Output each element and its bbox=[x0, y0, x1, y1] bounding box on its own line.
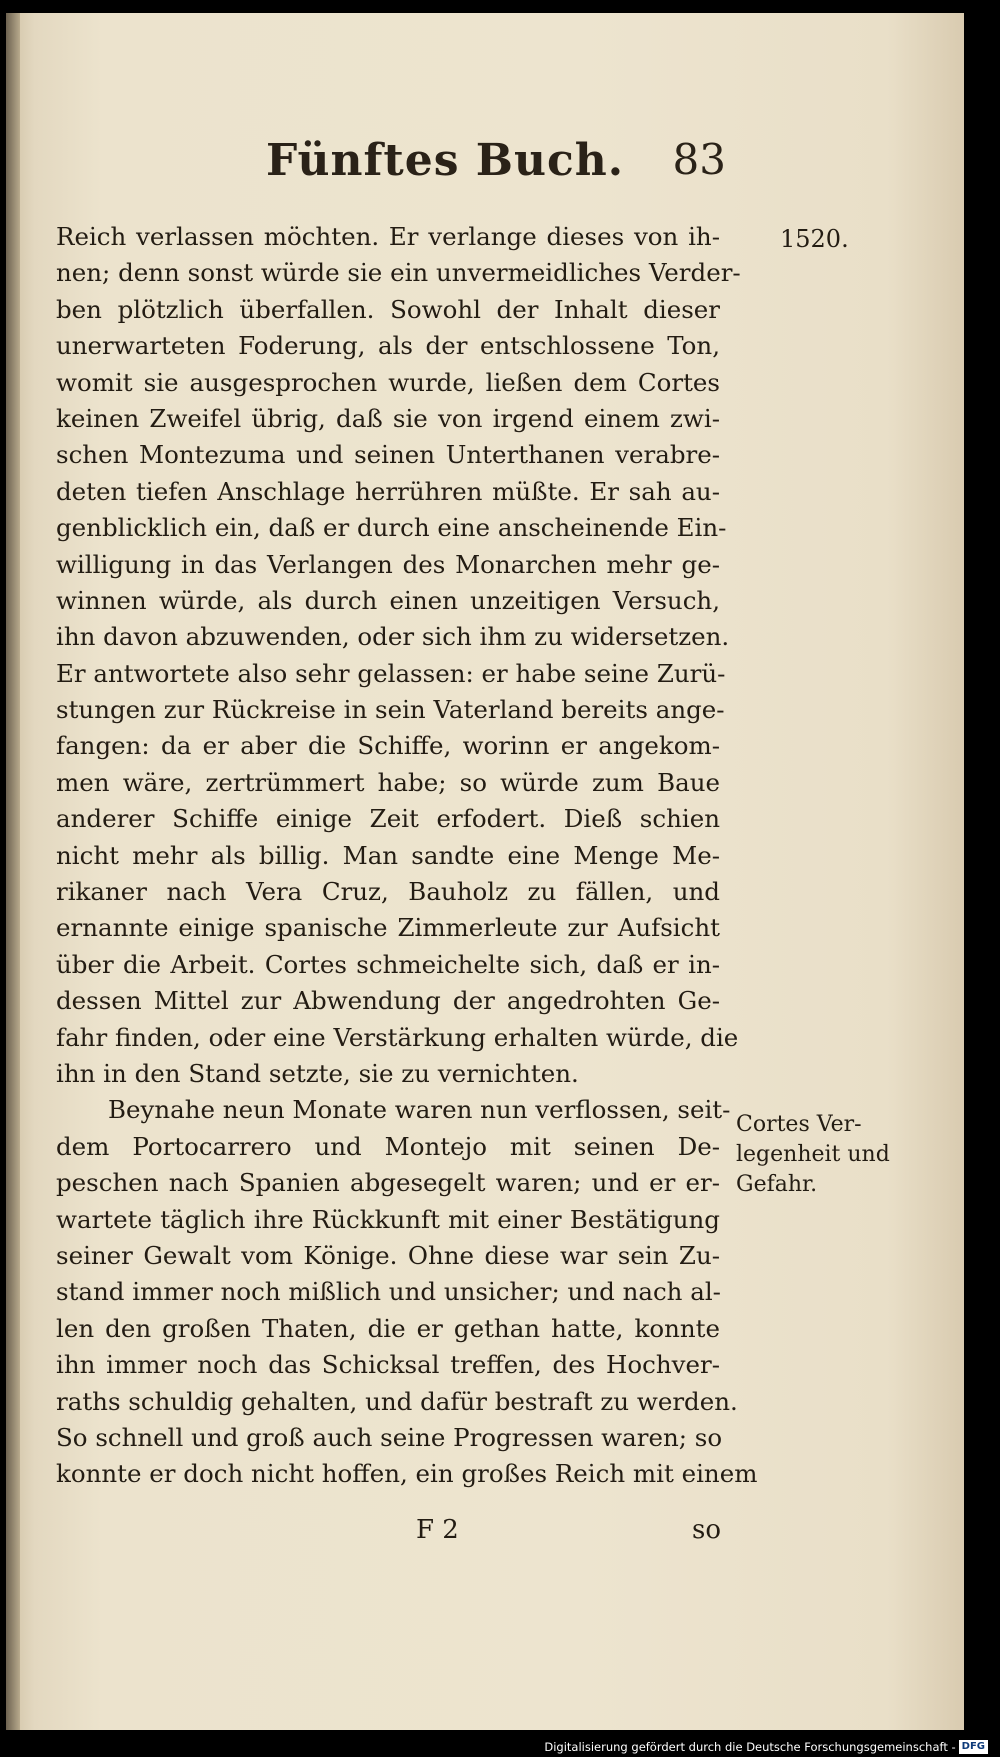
text-line: ben plötzlich überfallen. Sowohl der Inhalt dieser bbox=[56, 294, 720, 324]
text-line: nen; denn sonst würde sie ein unvermeidliches Verder- bbox=[56, 258, 741, 288]
text-line: raths schuldig gehalten, und dafür bestraft zu werden. bbox=[56, 1386, 738, 1416]
text-line: seiner Gewalt vom Könige. Ohne diese war sein Zu- bbox=[56, 1240, 720, 1270]
dfg-logo: DFG bbox=[959, 1740, 988, 1754]
text-line: deten tiefen Anschlage herrühren müßte. Er sah au- bbox=[56, 476, 720, 506]
marginal-year: 1520. bbox=[780, 225, 849, 253]
text-line: ihn in den Stand setzte, sie zu vernichten. bbox=[56, 1058, 579, 1088]
digitization-credit bbox=[544, 1737, 988, 1757]
text-line: peschen nach Spanien abgesegelt waren; und er er- bbox=[56, 1168, 720, 1198]
text-line: dessen Mittel zur Abwendung der angedrohten Ge- bbox=[56, 986, 720, 1016]
text-line: len den großen Thaten, die er gethan hatte, konnte bbox=[56, 1313, 720, 1343]
catchword: so bbox=[692, 1515, 721, 1545]
text-line: stand immer noch mißlich und unsicher; und nach al- bbox=[56, 1277, 721, 1307]
text-line: fahr finden, oder eine Verstärkung erhalten würde, die bbox=[56, 1022, 739, 1052]
text-line: ihn immer noch das Schicksal treffen, des Hochver- bbox=[56, 1350, 720, 1380]
text-line: keinen Zweifel übrig, daß sie von irgend einem zwi- bbox=[56, 403, 720, 433]
text-line: über die Arbeit. Cortes schmeichelte sich, daß er in- bbox=[56, 949, 720, 979]
text-line: Er antwortete also sehr gelassen: er habe seine Zurü- bbox=[56, 658, 726, 688]
text-line: unerwarteten Foderung, als der entschlossene Ton, bbox=[56, 331, 720, 361]
text-line: ihn davon abzuwenden, oder sich ihm zu widersetzen. bbox=[56, 622, 730, 652]
marginal-note-line: Gefahr. bbox=[736, 1172, 818, 1197]
text-line: nicht mehr als billig. Man sandte eine Menge Me- bbox=[56, 840, 720, 870]
text-line: rikaner nach Vera Cruz, Bauholz zu fällen, und bbox=[56, 877, 720, 907]
page-number: 83 bbox=[672, 135, 726, 184]
signature-mark: F 2 bbox=[416, 1515, 459, 1545]
text-line: genblicklich ein, daß er durch eine anscheinende Ein- bbox=[56, 513, 727, 543]
running-title: Fünftes Buch. bbox=[266, 135, 625, 186]
text-line: stungen zur Rückreise in sein Vaterland bereits ange- bbox=[56, 695, 725, 725]
text-line: ernannte einige spanische Zimmerleute zur Aufsicht bbox=[56, 913, 720, 943]
page-header bbox=[266, 135, 726, 195]
page-spine-shadow bbox=[6, 13, 20, 1730]
text-line: dem Portocarrero und Montejo mit seinen De- bbox=[56, 1131, 720, 1161]
body-text bbox=[56, 219, 758, 1493]
text-line: womit sie ausgesprochen wurde, ließen dem Cortes bbox=[56, 367, 720, 397]
text-line: konnte er doch nicht hoffen, ein großes Reich mit einem bbox=[56, 1459, 758, 1489]
text-line: anderer Schiffe einige Zeit erfodert. Dieß schien bbox=[56, 804, 720, 834]
marginal-note-line: legenheit und bbox=[736, 1142, 890, 1167]
text-line: schen Montezuma und seinen Unterthanen verabre- bbox=[56, 440, 720, 470]
book-page bbox=[6, 13, 964, 1730]
text-line: willigung in das Verlangen des Monarchen mehr ge- bbox=[56, 549, 720, 579]
text-line: Beynahe neun Monate waren nun verflossen, seit- bbox=[108, 1095, 731, 1125]
text-line: men wäre, zertrümmert habe; so würde zum Baue bbox=[56, 767, 720, 797]
marginal-note bbox=[736, 1110, 890, 1200]
text-line: wartete täglich ihre Rückkunft mit einer Bestätigung bbox=[56, 1204, 720, 1234]
text-line: winnen würde, als durch einen unzeitigen Versuch, bbox=[56, 585, 720, 615]
text-line: Reich verlassen möchten. Er verlange dieses von ih- bbox=[56, 222, 720, 251]
marginal-note-line: Cortes Ver- bbox=[736, 1112, 862, 1137]
text-line: So schnell und groß auch seine Progressen waren; so bbox=[56, 1422, 723, 1452]
text-line: fangen: da er aber die Schiffe, worinn er angekom- bbox=[56, 731, 720, 761]
credit-text: Digitalisierung gefördert durch die Deutsche Forschungsgemeinschaft - bbox=[544, 1740, 956, 1754]
